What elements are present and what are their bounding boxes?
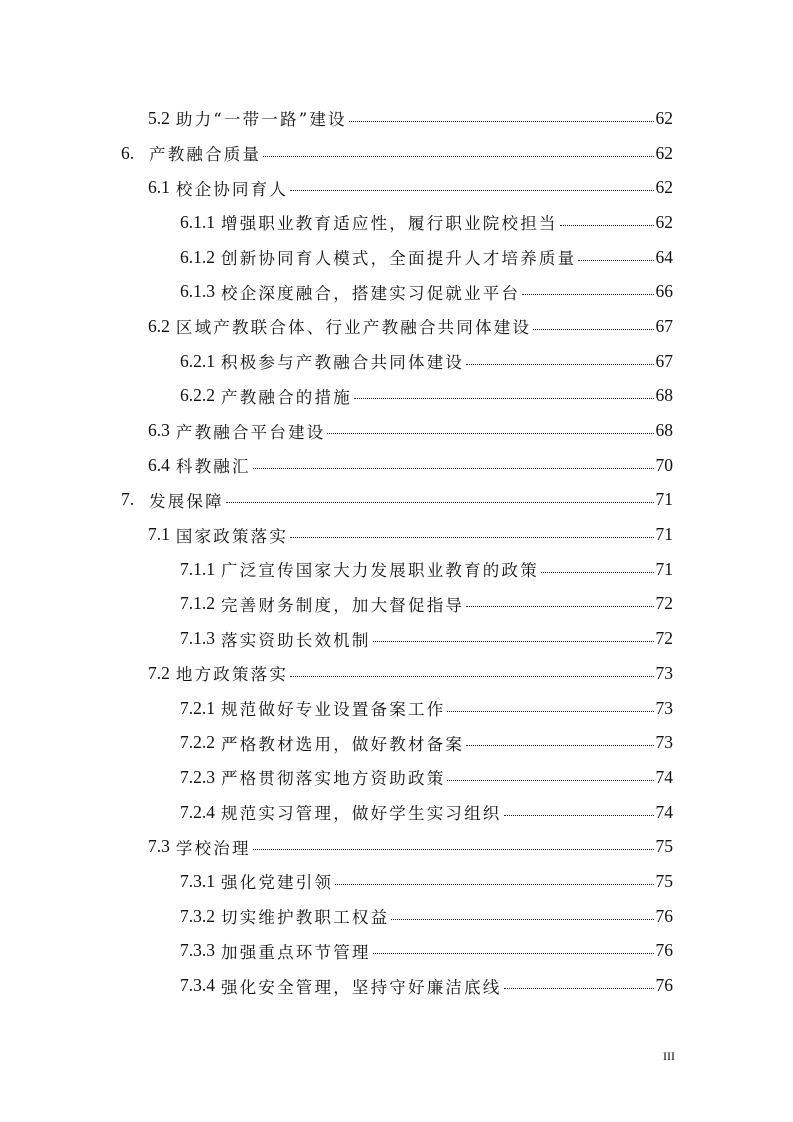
toc-dot-leader [327, 433, 653, 434]
toc-entry-title: 积极参与产教融合共同体建设 [221, 353, 465, 373]
toc-entry-page: 70 [655, 454, 673, 475]
toc-entry-page: 71 [655, 558, 673, 579]
toc-dot-leader [290, 676, 653, 677]
toc-entry[interactable] [0, 309, 793, 344]
toc-dot-leader [263, 156, 653, 157]
toc-entry-title: 完善财务制度，加大督促指导 [221, 595, 465, 615]
toc-entry-page: 72 [655, 628, 673, 649]
toc-entry[interactable] [0, 205, 793, 240]
toc-entry-title: 严格教材选用，做好教材备案 [221, 734, 465, 754]
toc-dot-leader [578, 260, 653, 261]
toc-entry-title: 地方政策落实 [175, 665, 289, 685]
toc-entry-title: 创新协同育人模式，全面提升人才培养质量 [221, 249, 577, 269]
toc-entry-number: 7.3.1 [180, 870, 215, 891]
toc-entry-page: 73 [655, 732, 673, 753]
toc-entry[interactable] [0, 795, 793, 830]
toc-dot-leader [354, 398, 654, 399]
toc-entry[interactable] [0, 413, 793, 448]
toc-dot-leader [349, 121, 654, 122]
toc-entry-title: 产教融合平台建设 [175, 422, 326, 442]
toc-entry[interactable] [0, 274, 793, 309]
toc-entry[interactable] [0, 934, 793, 969]
toc-entry[interactable] [0, 829, 793, 864]
toc-entry-number: 6.1.2 [180, 246, 215, 267]
toc-entry-page: 74 [655, 801, 673, 822]
toc-entry-title: 发展保障 [149, 491, 224, 511]
toc-entry-title: 学校治理 [175, 838, 251, 858]
toc-entry-number: 7.1.3 [180, 628, 215, 649]
toc-entry[interactable] [0, 517, 793, 552]
toc-dot-leader [466, 364, 653, 365]
toc-entry[interactable] [0, 170, 793, 205]
toc-entry[interactable] [0, 760, 793, 795]
toc-dot-leader [466, 745, 653, 746]
toc-entry-number: 6.3 [148, 420, 170, 441]
toc-entry-page: 68 [655, 385, 673, 406]
toc-entry[interactable] [0, 725, 793, 760]
toc-entry-title: 科教融汇 [175, 457, 251, 477]
toc-dot-leader [226, 502, 654, 503]
toc-entry[interactable] [0, 968, 793, 1003]
toc-entry[interactable] [0, 587, 793, 622]
toc-entry-title: 产教融合的措施 [221, 387, 352, 407]
toc-entry-title: 广泛宣传国家大力发展职业教育的政策 [221, 561, 539, 581]
toc-entry-page: 73 [655, 662, 673, 683]
toc-dot-leader [466, 606, 653, 607]
toc-dot-leader [253, 849, 654, 850]
toc-entry[interactable] [0, 899, 793, 934]
toc-dot-leader [447, 780, 653, 781]
toc-entry-title: 规范做好专业设置备案工作 [221, 700, 446, 720]
toc-entry-page: 62 [655, 177, 673, 198]
toc-entry-number: 6.1.1 [180, 211, 215, 232]
toc-entry-page: 64 [655, 246, 673, 267]
toc-dot-leader [541, 572, 654, 573]
toc-entry[interactable] [0, 621, 793, 656]
toc-entry-page: 68 [655, 420, 673, 441]
toc-dot-leader [373, 641, 654, 642]
toc-entry[interactable] [0, 483, 793, 518]
toc-entry-page: 76 [655, 940, 673, 961]
toc-entry-number: 7.2 [148, 662, 170, 683]
toc-entry-page: 76 [655, 975, 673, 996]
toc-entry-number: 6.1.3 [180, 281, 215, 302]
toc-entry-number: 7.2.2 [180, 732, 215, 753]
toc-entry-page: 66 [655, 281, 673, 302]
toc-entry-title: 规范实习管理，做好学生实习组织 [221, 804, 502, 824]
toc-dot-leader [391, 919, 653, 920]
toc-entry-page: 74 [655, 766, 673, 787]
toc-entry-title: 切实维护教职工权益 [221, 908, 390, 928]
toc-entry-number: 7.3.3 [180, 940, 215, 961]
toc-entry-number: 7.2.1 [180, 697, 215, 718]
toc-entry-title: 区域产教联合体、行业产教融合共同体建设 [175, 318, 532, 338]
toc-entry[interactable] [0, 240, 793, 275]
toc-dot-leader [504, 815, 654, 816]
toc-entry-number: 7.3.4 [180, 975, 215, 996]
toc-entry-title: 强化安全管理，坚持守好廉洁底线 [221, 977, 502, 997]
toc-entry-title: 产教融合质量 [149, 145, 262, 165]
toc-entry-number: 7.2.3 [180, 766, 215, 787]
toc-dot-leader [560, 225, 654, 226]
toc-entry[interactable] [0, 136, 793, 171]
toc-entry-page: 72 [655, 593, 673, 614]
toc-entry-title: 国家政策落实 [175, 526, 289, 546]
toc-dot-leader [447, 711, 653, 712]
toc-entry-title: 助力“一带一路”建设 [175, 110, 347, 130]
toc-entry-page: 73 [655, 697, 673, 718]
toc-entry-title: 落实资助长效机制 [221, 630, 371, 650]
toc-entry-number: 6.2.1 [180, 350, 215, 371]
toc-entry-number: 7. [121, 489, 135, 510]
toc-dot-leader [533, 329, 653, 330]
toc-entry-number: 6.2.2 [180, 385, 215, 406]
toc-entry-number: 6.2 [148, 315, 170, 336]
toc-entry-number: 6.4 [148, 454, 170, 475]
toc-entry[interactable] [0, 656, 793, 691]
toc-entry-number: 6. [121, 142, 135, 163]
toc-dot-leader [253, 468, 654, 469]
toc-entry-title: 强化党建引领 [221, 873, 334, 893]
toc-dot-leader [522, 294, 653, 295]
toc-entry-page: 71 [655, 524, 673, 545]
toc-entry-title: 校企深度融合，搭建实习促就业平台 [221, 283, 521, 303]
toc-entry[interactable] [0, 448, 793, 483]
toc-entry-page: 62 [655, 211, 673, 232]
toc-entry-number: 7.1.2 [180, 593, 215, 614]
toc-dot-leader [290, 537, 653, 538]
toc-entry-number: 7.3 [148, 836, 170, 857]
toc-dot-leader [504, 988, 654, 989]
toc-dot-leader [290, 190, 653, 191]
toc-entry[interactable] [0, 379, 793, 414]
toc-entry-title: 加强重点环节管理 [221, 942, 371, 962]
toc-entry-number: 7.2.4 [180, 801, 215, 822]
toc-entry[interactable] [0, 864, 793, 899]
toc-entry[interactable] [0, 101, 793, 136]
toc-entry-page: 71 [655, 489, 673, 510]
toc-entry-page: 62 [655, 107, 673, 128]
toc-dot-leader [373, 953, 654, 954]
toc-entry-page: 75 [655, 870, 673, 891]
toc-entry-page: 75 [655, 836, 673, 857]
toc-dot-leader [335, 884, 653, 885]
toc-entry-page: 67 [655, 315, 673, 336]
toc-entry-title: 校企协同育人 [175, 179, 289, 199]
toc-entry-page: 76 [655, 905, 673, 926]
toc-entry-page: 67 [655, 350, 673, 371]
toc-entry-number: 7.3.2 [180, 905, 215, 926]
toc-entry[interactable] [0, 344, 793, 379]
toc-entry-page: 62 [655, 142, 673, 163]
footer-page-number: III [663, 1049, 675, 1063]
toc-entry-number: 6.1 [148, 177, 170, 198]
toc-entry-number: 7.1 [148, 524, 170, 545]
toc-entry-number: 7.1.1 [180, 558, 215, 579]
toc-entry-number: 5.2 [148, 107, 170, 128]
toc-entry[interactable] [0, 552, 793, 587]
toc-entry-title: 严格贯彻落实地方资助政策 [221, 769, 446, 789]
toc-entry[interactable] [0, 691, 793, 726]
toc-entry-title: 增强职业教育适应性，履行职业院校担当 [221, 214, 558, 234]
table-of-contents [0, 101, 793, 1003]
